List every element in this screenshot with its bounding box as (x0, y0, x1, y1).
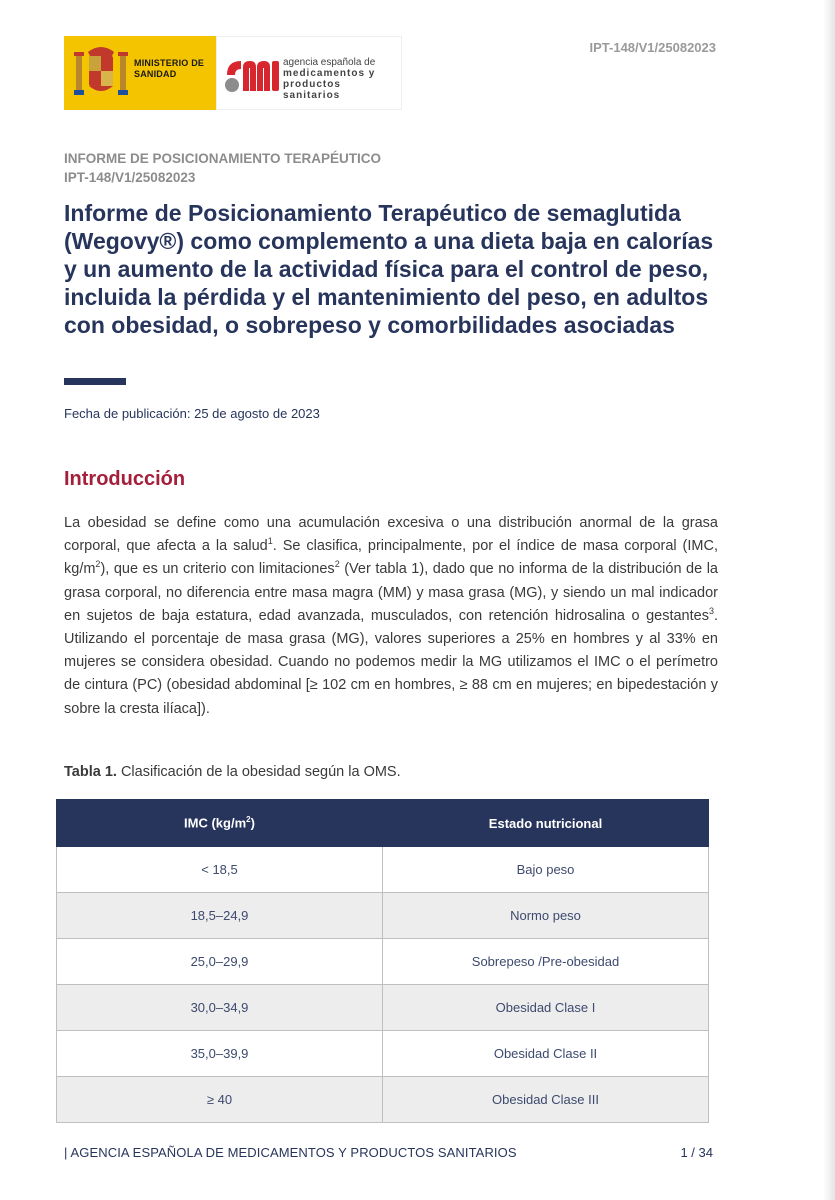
aemps-logo-line3: productos sanitarios (283, 79, 341, 101)
page-edge-shadow (823, 0, 835, 1200)
imc-cell: 25,0–29,9 (57, 939, 383, 985)
column-header-estado: Estado nutricional (383, 800, 709, 847)
document-kicker (64, 149, 381, 187)
ministerio-logo-text: MINISTERIO DE SANIDAD (134, 58, 205, 79)
kicker-code: IPT-148/V1/25082023 (64, 170, 196, 185)
document-code-header: IPT-148/V1/25082023 (589, 40, 716, 55)
reference-3: 3 (708, 605, 714, 616)
aemps-logo (216, 36, 402, 110)
column-header-imc (57, 800, 383, 847)
footer-agency-name: | AGENCIA ESPAÑOLA DE MEDICAMENTOS Y PRODUCTOS SANITARIOS (64, 1145, 517, 1160)
table-row (57, 893, 709, 939)
aemps-mark-icon (223, 57, 283, 95)
estado-cell: Obesidad Clase I (383, 985, 709, 1031)
reference-1: 1 (267, 536, 273, 547)
obesity-classification-table (56, 799, 709, 1123)
aemps-logo-text (283, 57, 401, 101)
publication-date: Fecha de publicación: 25 de agosto de 2023 (64, 406, 320, 421)
table-row (57, 847, 709, 893)
introduction-paragraph (64, 512, 718, 721)
kicker-type: INFORME DE POSICIONAMIENTO TERAPÉUTICO (64, 151, 382, 166)
table-row (57, 985, 709, 1031)
imc-cell: 18,5–24,9 (57, 893, 383, 939)
spain-coat-of-arms-icon (72, 42, 130, 104)
reference-2: 2 (334, 559, 340, 570)
aemps-logo-line1: agencia española de (283, 57, 376, 68)
imc-cell: < 18,5 (57, 847, 383, 893)
imc-cell: 35,0–39,9 (57, 1031, 383, 1077)
imc-header-close: ) (250, 815, 255, 831)
imc-header-text: IMC (kg/m (184, 815, 247, 831)
page-number: 1 / 34 (680, 1145, 713, 1160)
title-underline-bar (64, 378, 126, 385)
table-row (57, 1031, 709, 1077)
imc-cell: ≥ 40 (57, 1077, 383, 1123)
intro-text-4: (Ver tabla 1), dado que no informa de la distribución de la grasa corporal, no diferencia entre masa magra (MM) y masa grasa (MG), y siendo un mal indicador en sujetos de baja estatura, edad avanzada, musculados, con retención hidrosalina o gestantes (64, 561, 718, 624)
table-caption-text: Clasificación de la obesidad según la OMS. (116, 764, 401, 780)
imc-cell: 30,0–34,9 (57, 985, 383, 1031)
table-row (57, 939, 709, 985)
intro-text-2: . Se clasifica, principalmente, por el índice de masa corporal (IMC, kg/m (64, 538, 718, 578)
table-caption-label: Tabla 1. (64, 764, 117, 780)
estado-cell: Normo peso (383, 893, 709, 939)
estado-cell: Bajo peso (383, 847, 709, 893)
section-heading-introduccion: Introducción (64, 468, 186, 490)
estado-cell: Sobrepeso /Pre-obesidad (383, 939, 709, 985)
document-title: Informe de Posicionamiento Terapéutico de semaglutida (Wegovy®) como complemento a una dieta baja en calorías y un aumento de la actividad física para el control de peso, incluida la pérdida y el mantenimiento del peso, en adultos con obesidad, o sobrepeso y comorbilidades asociadas (64, 200, 714, 338)
ministerio-sanidad-logo (64, 36, 216, 110)
intro-text-5: . Utilizando el porcentaje de masa grasa (MG), valores superiores a 25% en hombres y al 33% en mujeres se considera obesidad. Cuando no podemos medir la MG utilizamos el IMC o el perímetro de cintura (PC) (obesidad abdominal [≥ 102 cm en hombres, ≥ 88 cm en mujeres; en bipedestación y sobre la cresta ilíaca]). (64, 607, 718, 717)
estado-cell: Obesidad Clase III (383, 1077, 709, 1123)
table-header-row (57, 800, 709, 847)
aemps-logo-line2: medicamentos y (283, 68, 376, 79)
intro-text-3: ), que es un criterio con limitaciones (100, 561, 335, 578)
estado-cell: Obesidad Clase II (383, 1031, 709, 1077)
intro-text-1: La obesidad se define como una acumulación excesiva o una distribución anormal de la grasa corporal, que afecta a la salud (64, 515, 718, 555)
superscript-squared: 2 (95, 559, 101, 570)
table-row (57, 1077, 709, 1123)
table-caption (64, 764, 401, 780)
imc-header-sup: 2 (246, 815, 251, 825)
